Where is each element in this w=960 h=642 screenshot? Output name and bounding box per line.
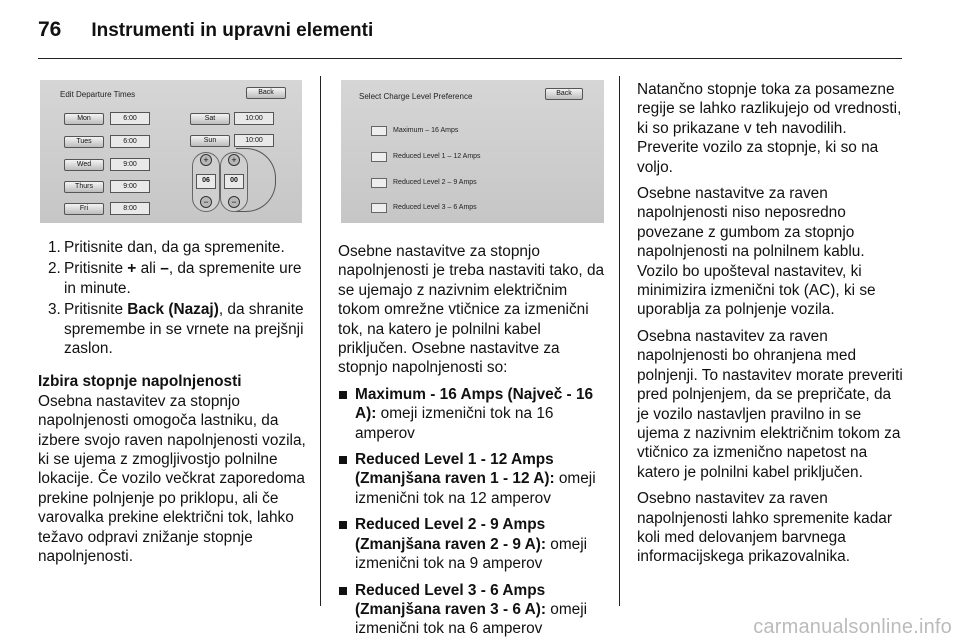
step-text: Pritisnite dan, da ga spremenite. [64,239,285,256]
day-button-tues[interactable]: Tues [64,136,104,148]
watermark: carmanualsonline.info [753,616,952,638]
bullet-square-icon [339,587,347,595]
section-heading: Izbira stopnje napolnjenosti [38,373,242,391]
intro-paragraph: Osebne nastavitve za stopnjo napolnjenosti je treba nastaviti tako, da se ujemajo z nazivnim električnim tokom omrežne vtičnice za izmenični tok, na katero je polnilni kabel priključen. Osebne nastavitve za stopnjo napolnjenosti so: [338,243,605,377]
section-paragraph: Osebna nastavitev za stopnjo napolnjenosti omogoča lastniku, da izbere svojo raven napolnjenosti vozila, ki se ujema z zmogljivostjo polnilne lokacije. Če vozilo večkrat zaporedoma prekine polnjenje po priklopu, ali če varovalka prekine električni tok, lahko težavo odpravi znižanje stopnje napolnjenosti. [38,392,306,566]
step-text: ali [136,260,161,278]
paragraph: Osebne nastavitve za raven napolnjenosti niso neposredno povezane z gumbom za stopnjo napolnjenosti na polnilnem kablu. Vozilo bo upošteval nastavitev, ki minimizira izmenični tok (AC), ki se uporablja za polnjenje vozila. [637,185,876,319]
step-item [38,238,310,257]
step-bold: – [160,260,169,278]
day-button-fri[interactable]: Fri [64,203,104,215]
bullet-square-icon [339,521,347,529]
step-bold: Back (Nazaj) [127,301,219,319]
day-button-wed[interactable]: Wed [64,159,104,171]
option-checkbox-max[interactable] [371,126,387,136]
paragraph: Osebna nastavitev za raven napolnjenosti bo ohranjena med polnjenji. To nastavitev morate preveriti pred polnjenjem, da se prepričate, da je vozilo nastavljen pravilno in se ujema z nazivnim električnim tokom za vtičnico za izmenično napetost na katero je polnilni kabel priključen. [637,327,903,481]
time-wed[interactable]: 9:00 [110,158,150,171]
item-text: omeji izmenični tok na 12 amperov [355,470,596,507]
step-text: Pritisnite [64,301,128,319]
departure-back-button[interactable]: Back [246,87,286,99]
item-bold: Reduced Level 2 - 9 Amps (Zmanjšana raven 2 - 9 A): [355,516,547,553]
bullet-square-icon [339,456,347,464]
item-text: omeji izmenični tok na 6 amperov [355,600,588,638]
step-text: , da spremenite ure in minute. [64,260,302,297]
step-number: 2. [48,260,61,278]
day-button-sun[interactable]: Sun [190,135,230,147]
time-fri[interactable]: 8:00 [110,202,150,215]
charge-back-button[interactable]: Back [545,88,583,100]
option-label-level1: Reduced Level 1 – 12 Amps [393,153,481,160]
step-text: , da shranite spremembe in se vrnete na prejšnji zaslon. [64,301,304,358]
minute-plus-button[interactable]: + [228,154,240,166]
page-title: Instrumenti in upravni elementi [91,20,374,41]
departure-times-screen [40,80,302,223]
charge-level-screen [341,80,604,223]
column-divider-2 [619,76,620,606]
step-item [38,259,310,298]
option-checkbox-level2[interactable] [371,178,387,188]
item-bold: Reduced Level 1 - 12 Amps (Zmanjšana raven 1 - 12 A): [355,451,555,488]
item-text: omeji izmenični tok na 9 amperov [355,535,588,573]
item-bold: Maximum - 16 Amps (Največ - 16 A): [355,385,594,423]
item-text: omeji izmenični tok na 16 amperov [355,405,554,442]
list-item [338,581,610,639]
bullet-square-icon [339,391,347,399]
step-bold: + [127,260,137,278]
step-item [38,300,310,358]
day-button-thurs[interactable]: Thurs [64,181,104,193]
step-number: 1. [48,239,61,256]
step-text: Pritisnite [64,260,128,278]
option-label-level3: Reduced Level 3 – 6 Amps [393,204,477,211]
options-list [338,385,610,639]
time-thurs[interactable]: 9:00 [110,180,150,193]
charge-screen-title: Select Charge Level Preference [359,92,473,101]
option-label-max: Maximum – 16 Amps [393,127,459,134]
option-checkbox-level3[interactable] [371,203,387,213]
column-divider-1 [320,76,321,606]
minute-minus-button[interactable]: − [228,196,240,208]
paragraph: Osebno nastavitev za raven napolnjenosti lahko spremenite kadar koli med delovanjem barvnega informacijskega prikazovalnika. [637,490,892,566]
time-sun[interactable]: 10:00 [234,134,274,147]
day-button-mon[interactable]: Mon [64,113,104,125]
hour-minus-button[interactable]: − [200,196,212,208]
time-sat[interactable]: 10:00 [234,112,274,125]
departure-screen-title: Edit Departure Times [60,90,136,99]
time-tues[interactable]: 6:00 [110,135,150,148]
step-number: 3. [48,301,61,319]
column-3 [637,80,907,574]
option-label-level2: Reduced Level 2 – 9 Amps [393,179,477,186]
time-mon[interactable]: 6:00 [110,112,150,125]
page-number: 76 [38,18,62,41]
minute-value: 00 [224,174,244,189]
item-bold: Reduced Level 3 - 6 Amps (Zmanjšana raven 3 - 6 A): [355,581,547,618]
highlight-arc [236,148,276,212]
paragraph: Natančno stopnje toka za posamezne regije se lahko razlikujejo od vrednosti, ki so prikazane v teh navodilih. Preverite vozilo za stopnje, ki so na voljo. [637,81,902,176]
page-header [38,18,373,48]
column-1 [38,238,310,574]
list-item [338,515,610,573]
column-2 [338,242,610,642]
option-checkbox-level1[interactable] [371,152,387,162]
header-rule [38,58,902,59]
day-button-sat[interactable]: Sat [190,113,230,125]
hour-value: 06 [196,174,216,189]
steps-list [38,238,310,358]
list-item [338,450,610,508]
list-item [338,385,610,443]
hour-plus-button[interactable]: + [200,154,212,166]
